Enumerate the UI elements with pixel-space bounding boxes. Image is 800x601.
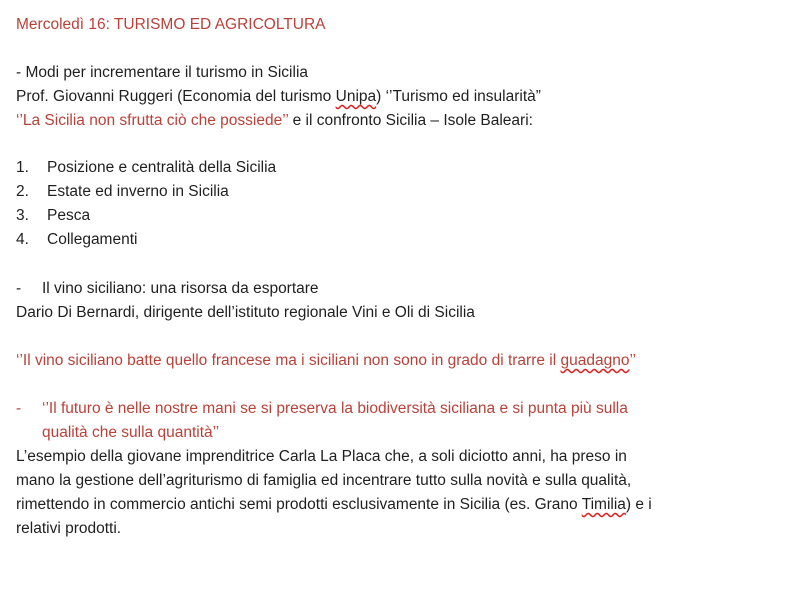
section1-quote: ‘’La Sicilia non sfrutta ciò che possiede’’ <box>16 112 289 129</box>
list-item <box>0 159 800 179</box>
section1-quote-rest: e il confronto Sicilia – Isole Baleari: <box>288 112 533 129</box>
section1-quote-line <box>16 111 533 131</box>
section1-heading: - Modi per incrementare il turismo in Sicilia <box>16 64 309 81</box>
section2-quote-end: ’’ <box>629 352 637 369</box>
speaker-text: Prof. Giovanni Ruggeri (Economia del turismo <box>16 88 336 105</box>
section2-quote-word: guadagno <box>560 352 630 369</box>
list-item-text: Collegamenti <box>47 231 138 248</box>
section2-heading: Il vino siciliano: una risorsa da esportare <box>42 280 319 297</box>
section2-quote <box>16 351 636 371</box>
paragraph-word: Timilia <box>581 496 626 513</box>
section2-quote-text: ‘’Il vino siciliano batte quello francese ma i siciliani non sono in grado di trarre il <box>16 352 561 369</box>
section3-quote-line1 <box>0 399 800 419</box>
list-item-text: Pesca <box>47 207 91 224</box>
list-item <box>0 183 800 203</box>
paragraph-text: rimettendo in commercio antichi semi prodotti esclusivamente in Sicilia (es. Grano <box>16 496 582 513</box>
section2-dash: - <box>16 280 22 297</box>
list-item-text: Estate ed inverno in Sicilia <box>47 183 229 200</box>
section3-quote-text1: ‘’Il futuro è nelle nostre mani se si preserva la biodiversità siciliana e si punta più sulla <box>42 400 628 417</box>
page-title: Mercoledì 16: TURISMO ED AGRICOLTURA <box>16 16 326 33</box>
section2-heading-line <box>0 279 800 299</box>
section2-speaker: Dario Di Bernardi, dirigente dell’istituto regionale Vini e Oli di Sicilia <box>16 304 475 321</box>
paragraph-text-end: ) e i <box>625 496 652 513</box>
list-item-text: Posizione e centralità della Sicilia <box>47 159 277 176</box>
speaker-org: Unipa <box>335 88 377 105</box>
list-item-number: 2. <box>16 183 29 200</box>
section3-quote-line2 <box>0 423 800 443</box>
list-item-number: 3. <box>16 207 29 224</box>
section3-quote-text2: qualità che sulla quantità’’ <box>42 424 220 441</box>
list-item-number: 1. <box>16 159 29 176</box>
paragraph-line: mano la gestione dell’agriturismo di famiglia ed incentrare tutto sulla novità e sulla qualità, <box>16 472 632 489</box>
speaker-talk-title: ) ‘’Turismo ed insularità” <box>376 88 541 105</box>
paragraph-line <box>16 495 652 515</box>
list-item <box>0 231 800 251</box>
section1-speaker <box>16 87 541 107</box>
section3-dash: - <box>16 400 22 417</box>
list-item-number: 4. <box>16 231 29 248</box>
list-item <box>0 207 800 227</box>
paragraph-line: relativi prodotti. <box>16 520 122 537</box>
paragraph-line: L’esempio della giovane imprenditrice Carla La Placa che, a soli diciotto anni, ha preso in <box>16 448 627 465</box>
